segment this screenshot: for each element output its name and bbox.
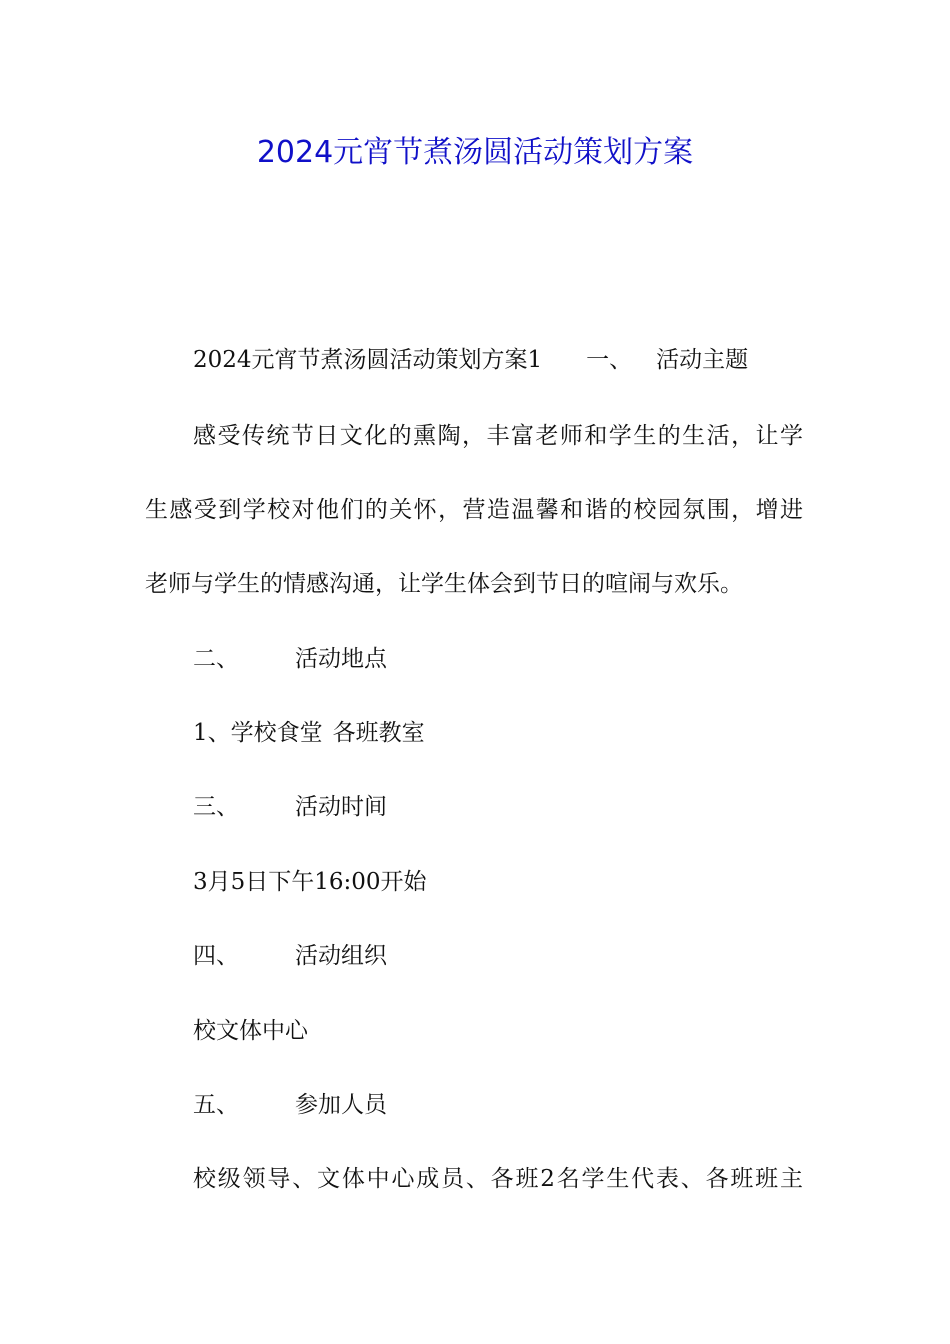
document-title: 2024元宵节煮汤圆活动策划方案 [256,135,694,170]
section-label: 参加人员 [295,1092,387,1118]
intro-line [193,344,858,376]
location-part: 各班教室 [332,720,425,746]
intro-heading: 2024元宵节煮汤圆活动策划方案1 [193,347,543,373]
participants-line: 校级领导、文体中心成员、各班2名学生代表、各班班主 [193,1166,803,1192]
section-number: 四、 [193,943,239,969]
section-heading [193,1089,858,1121]
organizer-line: 校文体中心 [193,1018,308,1044]
paragraph-line: 感受传统节日文化的熏陶，丰富老师和学生的生活，让学 [193,423,803,449]
section-label: 活动主题 [656,347,749,373]
paragraph-line: 生感受到学校对他们的关怀，营造温馨和谐的校园氛围，增进 [145,497,803,523]
section-number: 三、 [193,794,239,820]
section-heading [193,791,858,823]
section-heading [193,643,858,675]
section-number: 一、 [586,347,633,373]
section-number: 二、 [193,646,239,672]
location-line [193,717,858,749]
section-label: 活动时间 [295,794,387,820]
section-label: 活动组织 [295,943,387,969]
section-label: 活动地点 [295,646,387,672]
paragraph-line: 老师与学生的情感沟通，让学生体会到节日的喧闹与欢乐。 [145,571,743,597]
section-heading [193,940,858,972]
location-part: 1、学校食堂 [193,720,323,746]
section-number: 五、 [193,1092,239,1118]
time-line: 3月5日下午16:00开始 [193,869,427,895]
